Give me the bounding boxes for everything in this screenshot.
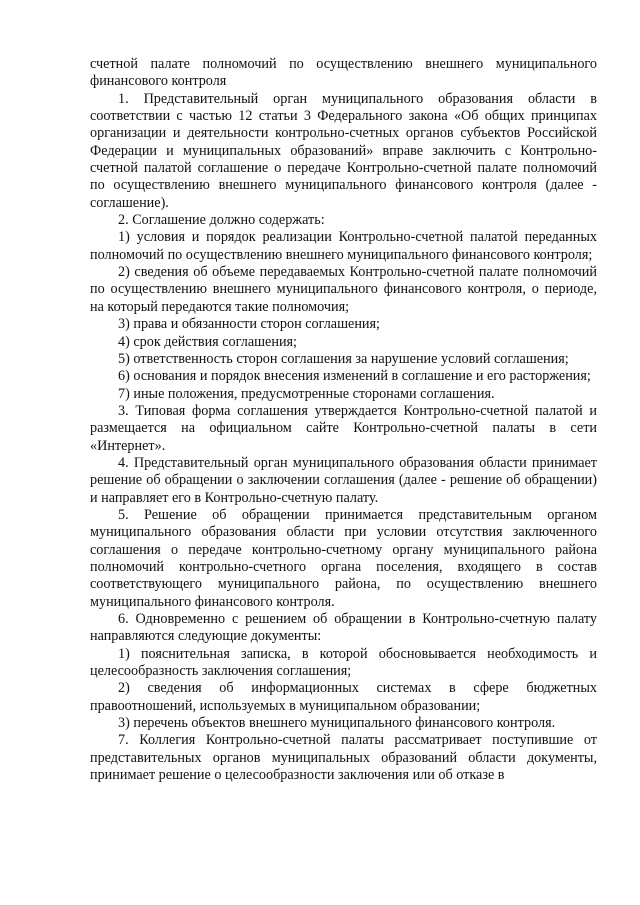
paragraph-1: 1. Представительный орган муниципального образования области в соответствии с частью 12 статьи 3 Федерального закона «Об общих принципах организации и деятельности контрольно-счетных органов субъектов Российской Федерации и муниципальных образований» вправе заключить с Контрольно-счетной палатой соглашение о передаче Контрольно-счетной палате полномочий по осуществлению внешнего муниципального финансового контроля (далее - соглашение). — [90, 90, 597, 211]
paragraph-6-item-3: 3) перечень объектов внешнего муниципального финансового контроля. — [118, 715, 556, 732]
paragraph-2-item-2: 2) сведения об объеме передаваемых Контрольно-счетной палате полномочий по осуществлению внешнего муниципального финансового контроля, о периоде, на который передаются такие полномочия; — [90, 264, 597, 315]
paragraph-2: 2. Соглашение должно содержать: — [118, 212, 325, 229]
paragraph-2-item-7: 7) иные положения, предусмотренные сторонами соглашения. — [118, 385, 495, 402]
paragraph-6: 6. Одновременно с решением об обращении в Контрольно-счетную палату направляются следующие документы: — [90, 611, 597, 645]
paragraph-2-item-3: 3) права и обязанности сторон соглашения; — [118, 316, 380, 333]
paragraph-intro-continuation: счетной палате полномочий по осуществлению внешнего муниципального финансового контроля — [90, 56, 597, 90]
paragraph-2-item-1: 1) условия и порядок реализации Контрольно-счетной палатой переданных полномочий по осуществлению внешнего муниципального финансового контроля; — [90, 229, 597, 263]
paragraph-6-item-1: 1) пояснительная записка, в которой обосновывается необходимость и целесообразность заключения соглашения; — [90, 645, 597, 680]
document-body — [90, 56, 597, 784]
paragraph-4: 4. Представительный орган муниципального образования области принимает решение об обращении о заключении соглашения (далее - решение об обращении) и направляет его в Контрольно-счетную палату. — [90, 454, 597, 506]
paragraph-3: 3. Типовая форма соглашения утверждается Контрольно-счетной палатой и размещается на официальном сайте Контрольно-счетной палаты в сети «Интернет». — [90, 402, 597, 454]
paragraph-7: 7. Коллегия Контрольно-счетной палаты рассматривает поступившие от представительных органов муниципальных образований области документы, принимает решение о целесообразности заключения или об отказе в — [90, 732, 597, 784]
paragraph-2-item-5: 5) ответственность сторон соглашения за нарушение условий соглашения; — [118, 350, 569, 367]
paragraph-6-item-2: 2) сведения об информационных системах в сфере бюджетных правоотношений, используемых в муниципальном образовании; — [90, 680, 597, 714]
paragraph-5: 5. Решение об обращении принимается представительным органом муниципального образования области при условии отсутствия заключенного соглашения о передаче контрольно-счетному органу муниципального района полномочий контрольно-счетного органа поселения, входящего в состав соответствующего муниципального района, по осуществлению внешнего муниципального финансового контроля. — [90, 506, 597, 610]
paragraph-2-item-4: 4) срок действия соглашения; — [118, 333, 297, 350]
paragraph-2-item-6: 6) основания и порядок внесения изменений в соглашение и его расторжения; — [118, 368, 591, 385]
